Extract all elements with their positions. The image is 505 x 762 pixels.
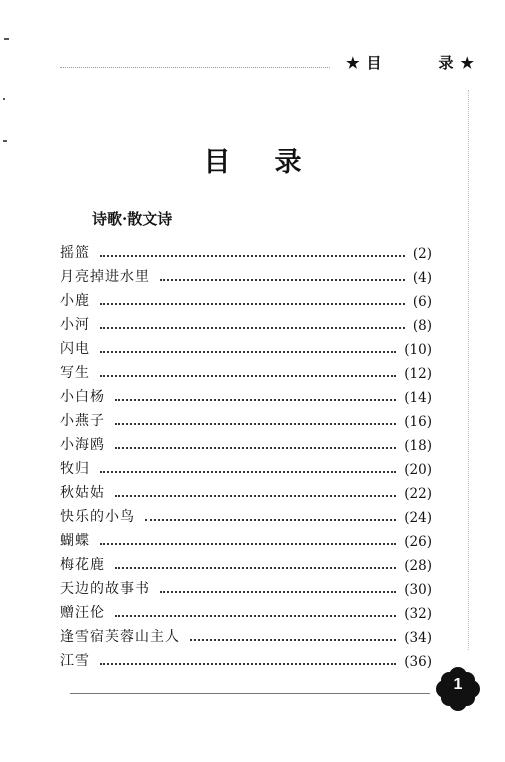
- toc-entry: [60, 478, 432, 502]
- toc-entry-page: (28): [404, 558, 432, 574]
- toc-entry: [60, 358, 432, 382]
- toc-entry: [60, 262, 432, 286]
- toc-leader-dots: [100, 543, 396, 545]
- toc-entry-title: 快乐的小鸟: [60, 509, 135, 525]
- toc-entry-page: (22): [404, 486, 432, 502]
- toc-entry-title: 赠汪伦: [60, 605, 105, 621]
- toc-leader-dots: [100, 303, 405, 305]
- toc-leader-dots: [100, 351, 396, 353]
- toc-entry-title: 小河: [60, 317, 90, 333]
- toc-leader-dots: [115, 615, 396, 617]
- star-icon: ★: [346, 53, 361, 72]
- toc-list: [60, 238, 432, 670]
- toc-leader-dots: [100, 471, 396, 473]
- toc-leader-dots: [115, 423, 396, 425]
- toc-entry-title: 小海鸥: [60, 437, 105, 453]
- toc-leader-dots: [115, 495, 396, 497]
- toc-entry: [60, 526, 432, 550]
- running-header: [346, 52, 475, 73]
- toc-entry-title: 小鹿: [60, 293, 90, 309]
- star-icon: ★: [460, 53, 475, 72]
- toc-entry-title: 写生: [60, 365, 90, 381]
- toc-entry-page: (32): [404, 606, 432, 622]
- toc-entry: [60, 502, 432, 526]
- toc-entry-page: (4): [412, 270, 432, 286]
- toc-entry-title: 小燕子: [60, 413, 105, 429]
- toc-entry-page: (12): [404, 366, 432, 382]
- toc-leader-dots: [100, 663, 396, 665]
- toc-entry-title: 小白杨: [60, 389, 105, 405]
- toc-entry-page: (34): [404, 630, 432, 646]
- toc-entry: [60, 310, 432, 334]
- toc-entry: [60, 454, 432, 478]
- toc-entry-page: (16): [404, 414, 432, 430]
- toc-entry-title: 天边的故事书: [60, 581, 150, 597]
- page-number-badge: [433, 666, 483, 712]
- toc-entry: [60, 550, 432, 574]
- toc-leader-dots: [145, 519, 396, 521]
- page-number: 1: [453, 676, 463, 693]
- footer-rule: [70, 693, 430, 694]
- toc-entry: [60, 574, 432, 598]
- toc-entry: [60, 238, 432, 262]
- toc-entry-title: 蝴蝶: [60, 533, 90, 549]
- toc-leader-dots: [100, 327, 405, 329]
- toc-entry-title: 摇篮: [60, 245, 90, 261]
- toc-leader-dots: [190, 639, 396, 641]
- scan-speck: [3, 98, 5, 100]
- toc-entry-page: (30): [404, 582, 432, 598]
- toc-entry-page: (26): [404, 534, 432, 550]
- scan-speck: [4, 38, 9, 40]
- toc-entry-page: (10): [404, 342, 432, 358]
- toc-entry-title: 梅花鹿: [60, 557, 105, 573]
- section-heading: 诗歌·散文诗: [92, 210, 173, 228]
- header-rule: [60, 67, 330, 68]
- toc-entry-page: (18): [404, 438, 432, 454]
- toc-leader-dots: [160, 279, 405, 281]
- toc-entry: [60, 286, 432, 310]
- toc-entry-page: (36): [404, 654, 432, 670]
- toc-entry: [60, 382, 432, 406]
- toc-entry: [60, 598, 432, 622]
- toc-leader-dots: [115, 567, 396, 569]
- toc-entry-page: (20): [404, 462, 432, 478]
- toc-entry-title: 秋姑姑: [60, 485, 105, 501]
- page-title: 目录: [203, 147, 346, 178]
- toc-entry: [60, 334, 432, 358]
- toc-entry: [60, 646, 432, 670]
- toc-entry-title: 江雪: [60, 653, 90, 669]
- header-word-right: 录: [438, 54, 455, 72]
- toc-leader-dots: [115, 399, 396, 401]
- toc-entry-title: 逢雪宿芙蓉山主人: [60, 629, 180, 645]
- toc-leader-dots: [115, 447, 396, 449]
- toc-entry-page: (24): [404, 510, 432, 526]
- toc-entry-page: (14): [404, 390, 432, 406]
- toc-entry-page: (6): [412, 294, 432, 310]
- toc-entry: [60, 430, 432, 454]
- toc-entry-title: 牧归: [60, 461, 90, 477]
- toc-entry-title: 闪电: [60, 341, 90, 357]
- toc-entry: [60, 622, 432, 646]
- toc-entry: [60, 406, 432, 430]
- toc-entry-title: 月亮掉进水里: [60, 269, 150, 285]
- toc-leader-dots: [100, 255, 405, 257]
- toc-leader-dots: [160, 591, 396, 593]
- toc-entry-page: (8): [412, 318, 432, 334]
- toc-leader-dots: [100, 375, 396, 377]
- header-word-left: 目: [366, 54, 383, 72]
- toc-entry-page: (2): [412, 246, 432, 262]
